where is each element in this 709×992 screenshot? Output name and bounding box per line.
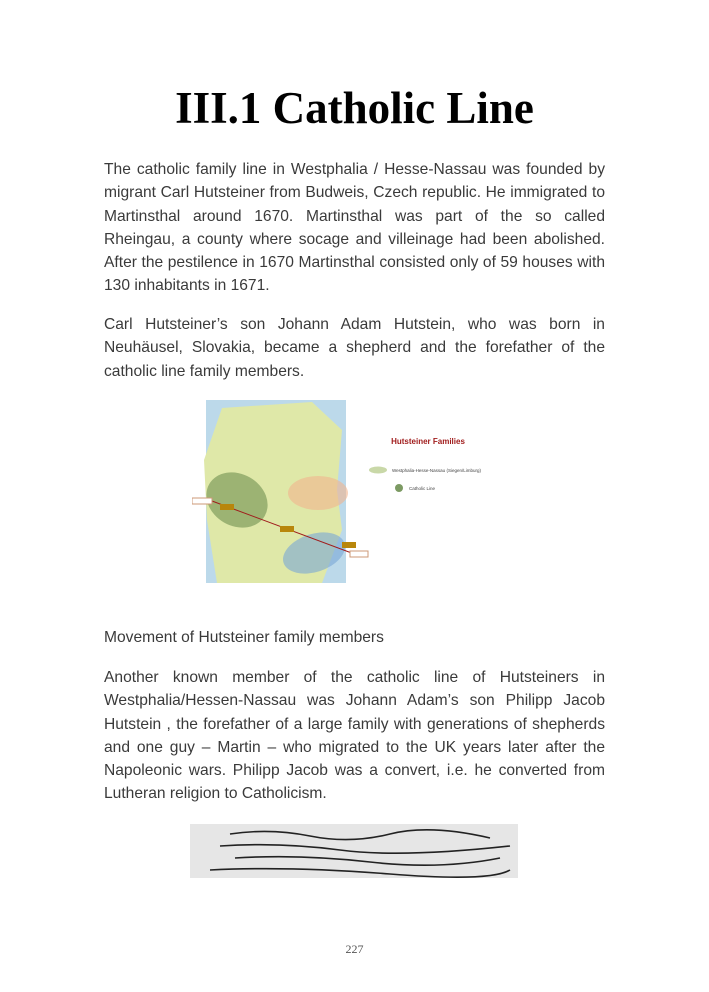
- map-title: Hutsteiner Families: [391, 437, 465, 446]
- map-legend-1: Westphalia-Hesse-Nassau (Siegen/Limburg): [392, 468, 481, 473]
- route-marker: [192, 498, 212, 504]
- region-east: [288, 476, 348, 510]
- paragraph-3: Another known member of the catholic line of Hutsteiners in Westphalia/Hessen-Nassau was Johann Adam’s son Philipp Jacob Hutstein , the forefather of a large family with generations of shepherds and one guy – Martin – who migrated to the UK years later after the Napoleonic wars. Philipp Jacob was a convert, i.e. he converted from Lutheran religion to Catholicism.: [104, 669, 605, 803]
- map-legend-2: Catholic Line: [409, 486, 436, 491]
- migration-map: [192, 400, 520, 583]
- manuscript-image: [190, 824, 518, 878]
- figure-caption: Movement of Hutsteiner family members: [104, 629, 384, 646]
- paragraph-1: The catholic family line in Westphalia / Hesse-Nassau was founded by migrant Carl Hutsteiner from Budweis, Czech republic. He immigrated to Martinsthal around 1670. Martinsthal was part of the so called Rheingau, a county where socage and villeinage had been abolished. After the pestilence in 1670 Martinsthal consisted only of 59 houses with 130 inhabitants in 1671.: [104, 161, 605, 295]
- page-title: III.1 Catholic Line: [175, 83, 534, 133]
- handwriting-strokes: [190, 824, 518, 878]
- route-marker: [220, 504, 234, 510]
- paragraph-2: Carl Hutsteiner’s son Johann Adam Hutstein, who was born in Neuhäusel, Slovakia, became a shepherd and the forefather of the catholic line family members.: [104, 316, 605, 380]
- legend-swatch-westphalia: [369, 467, 387, 474]
- page-number: 227: [345, 942, 364, 956]
- route-marker: [342, 542, 356, 548]
- route-marker: [350, 551, 368, 557]
- route-marker: [280, 526, 294, 532]
- legend-swatch-catholic-line: [395, 484, 403, 492]
